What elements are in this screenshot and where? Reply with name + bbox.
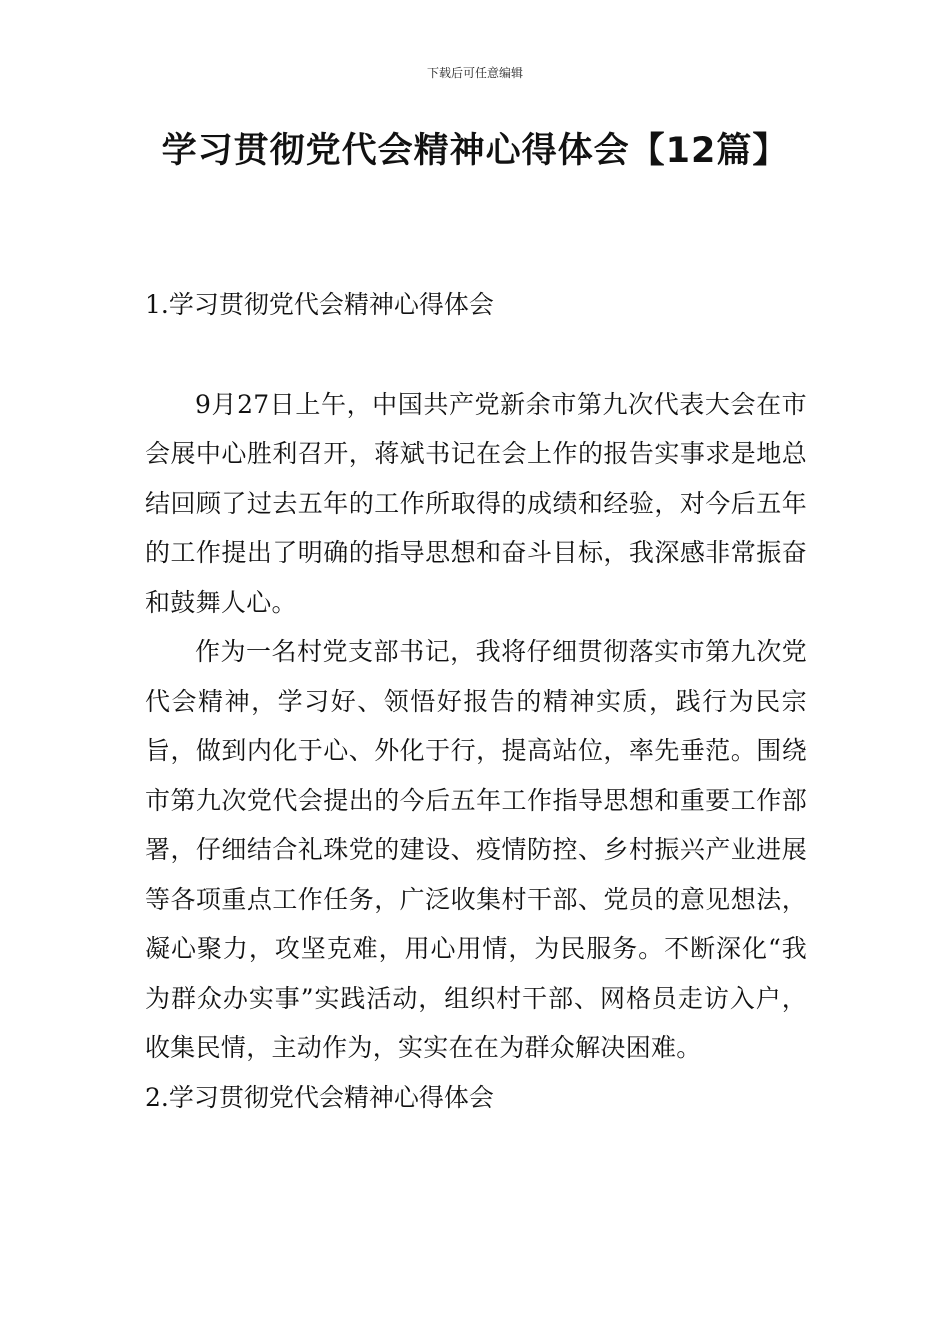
section-heading-1: 1.学习贯彻党代会精神心得体会 [145, 290, 494, 319]
header-note: 下载后可任意编辑 [426, 66, 523, 80]
paragraph-1: 9月27日上午，中国共产党新余市第九次代表大会在市会展中心胜利召开，蒋斌书记在会上作的报告实事求是地总结回顾了过去五年的工作所取得的成绩和经验，对今后五年的工作提出了明确的指导思想和奋斗目标，我深感非常振奋和鼓舞人心。 [145, 389, 807, 617]
section-heading-2: 2.学习贯彻党代会精神心得体会 [145, 1082, 494, 1112]
document-title: 学习贯彻党代会精神心得体会【12篇】 [161, 131, 789, 171]
paragraph-2: 作为一名村党支部书记，我将仔细贯彻落实市第九次党代会精神，学习好、领悟好报告的精神实质，践行为民宗旨，做到内化于心、外化于行，提高站位，率先垂范。围绕市第九次党代会提出的今后五年工作指导思想和重要工作部署，仔细结合礼珠党的建设、疫情防控、乡村振兴产业进展等各项重点工作任务，广泛收集村干部、党员的意见想法，凝心聚力，攻坚克难，用心用情，为民服务。不断深化“我为群众办实事”实践活动，组织村干部、网格员走访入户，收集民情，主动作为，实实在在为群众解决困难。 [145, 637, 807, 1062]
document-body [145, 280, 807, 1122]
